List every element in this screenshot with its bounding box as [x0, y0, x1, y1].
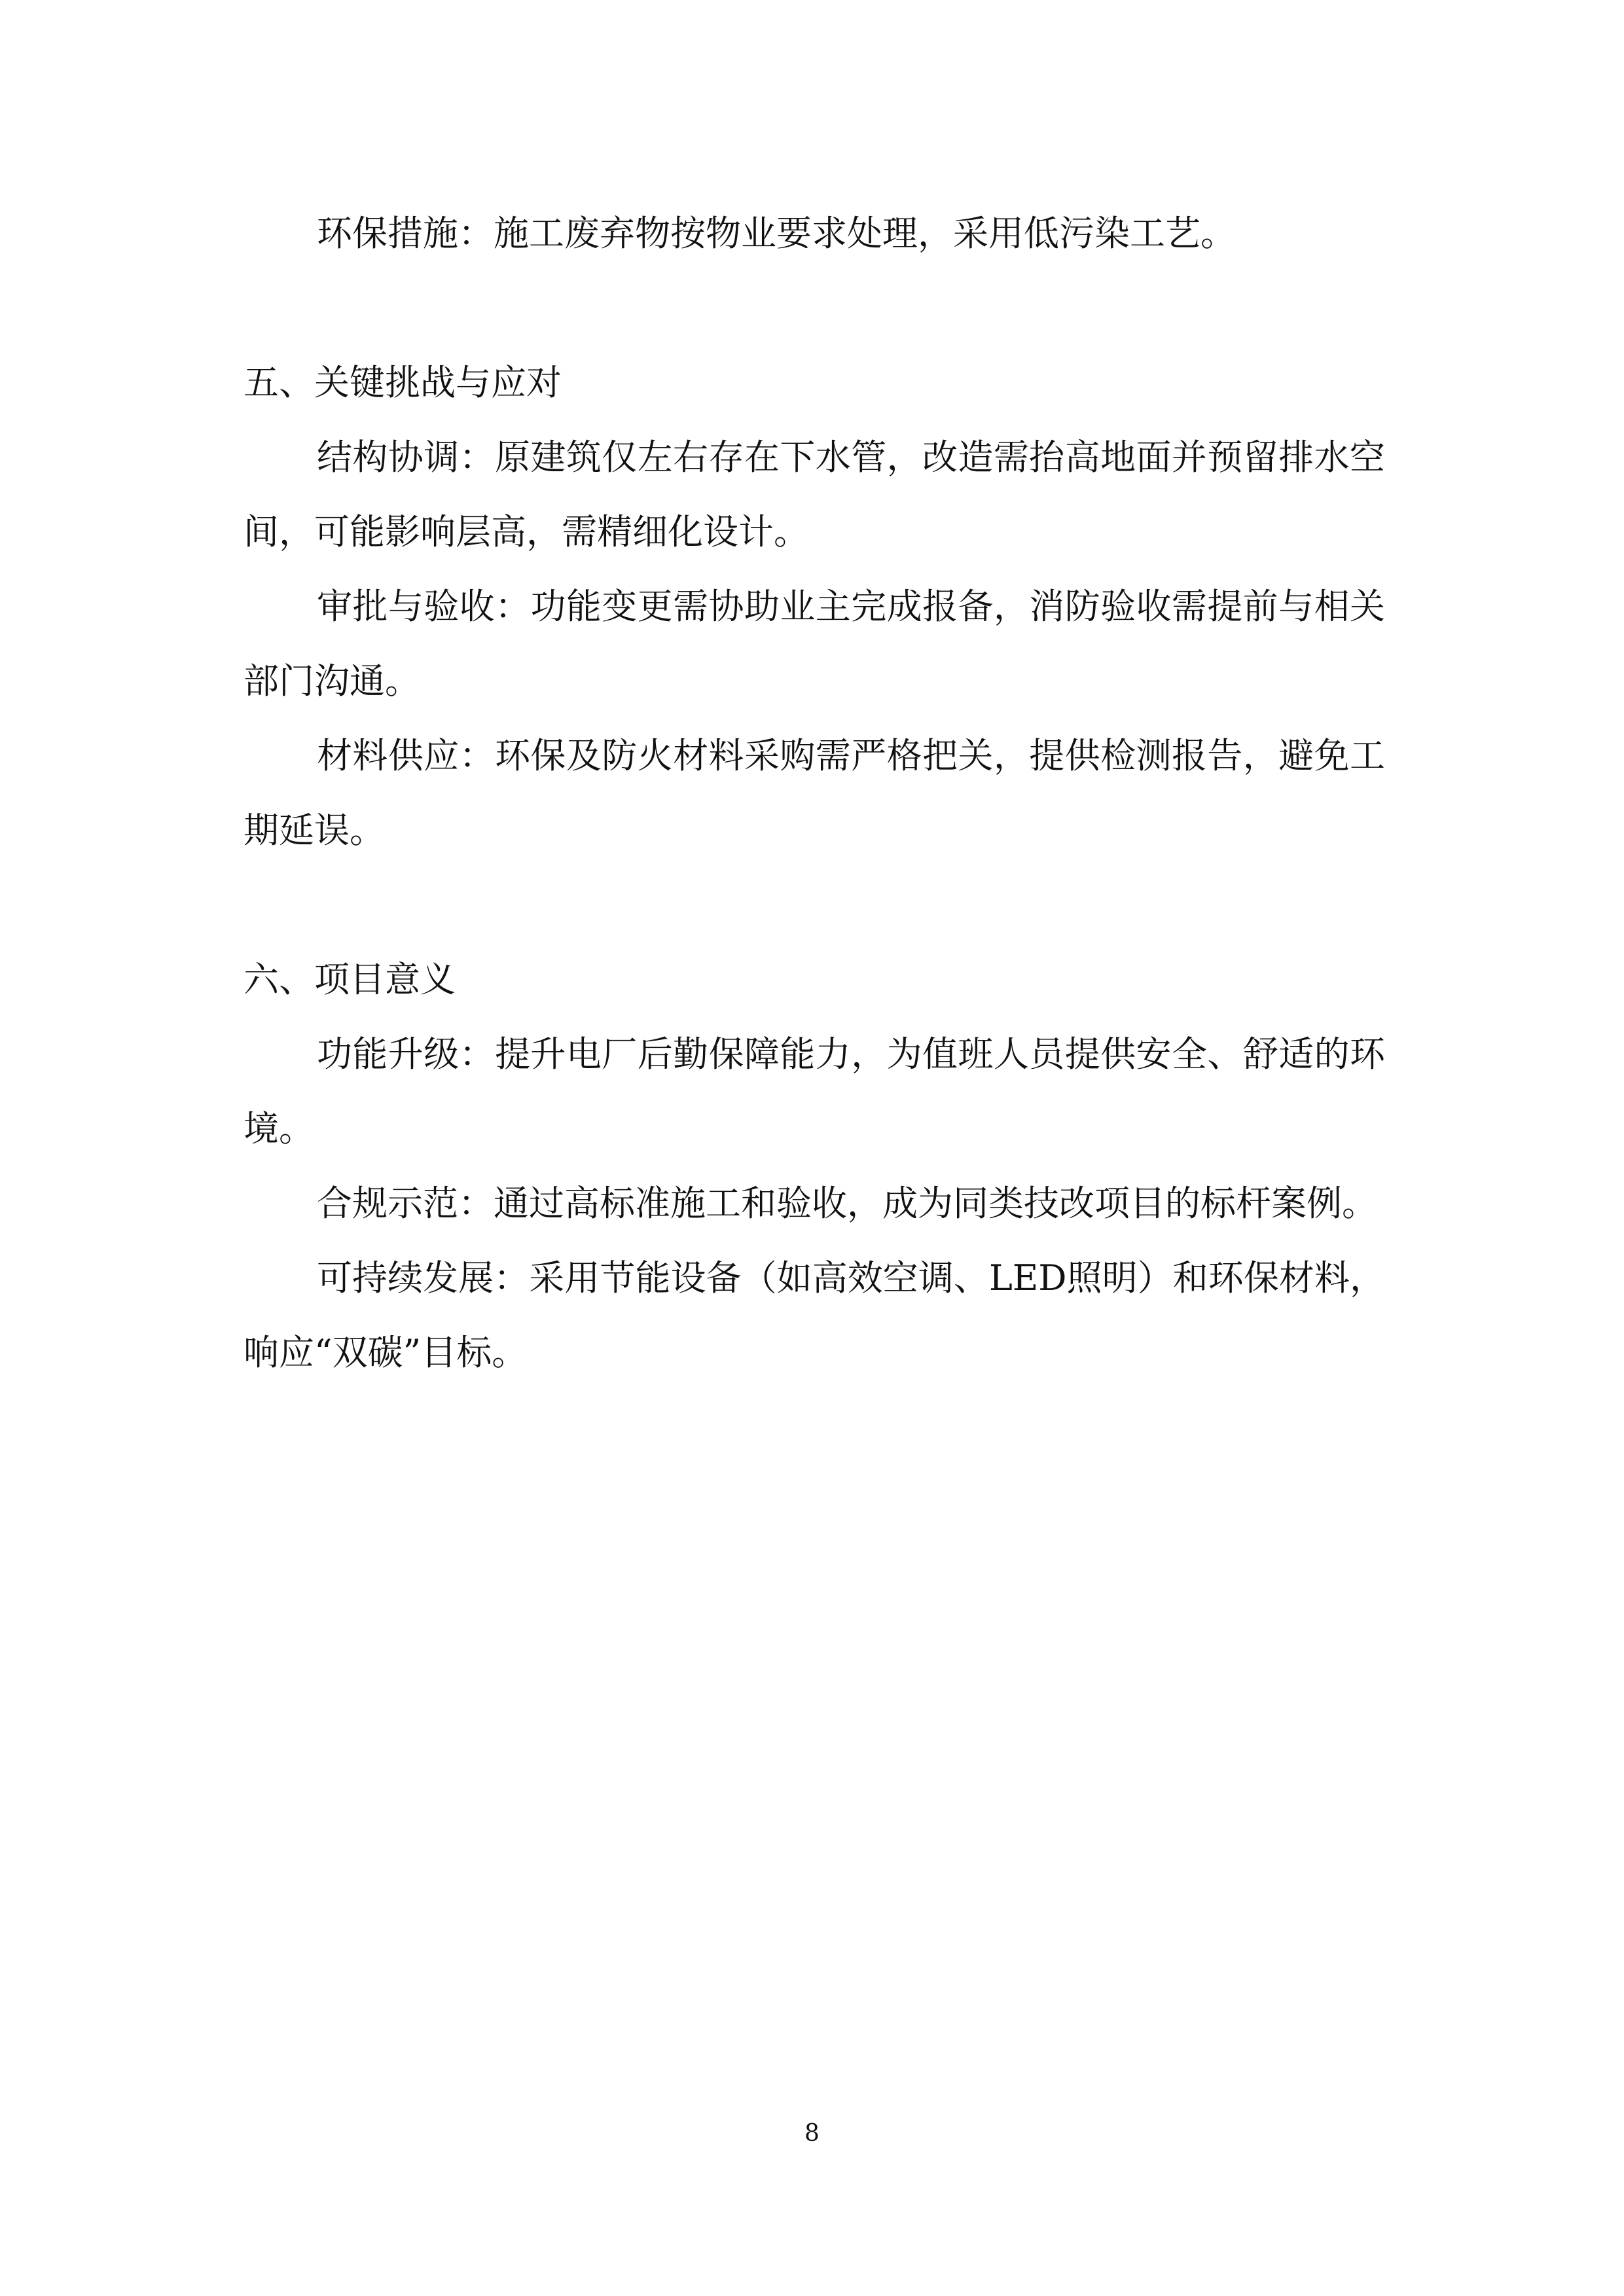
paragraph-material-supply: 材料供应：环保及防火材料采购需严格把关，提供检测报告，避免工期延误。: [244, 735, 1385, 851]
section-gap: [244, 868, 1385, 942]
page-content: [244, 196, 1385, 1390]
paragraph-structure-coordination: 结构协调：原建筑仅左右存在下水管，改造需抬高地面并预留排水空间，可能影响层高，需精细化设计。: [244, 437, 1385, 552]
paragraph-approval-acceptance: 审批与验收：功能变更需协助业主完成报备，消防验收需提前与相关部门沟通。: [244, 586, 1385, 702]
paragraph-compliance-demo: 合规示范：通过高标准施工和验收，成为同类技改项目的标杆案例。: [317, 1183, 1377, 1224]
page-number: 8: [804, 2120, 820, 2147]
paragraph-sustainability: 可持续发展：采用节能设备（如高效空调、LED照明）和环保材料，响应“双碳”目标。: [244, 1257, 1385, 1373]
heading-key-challenges: 五、关键挑战与应对: [244, 362, 562, 403]
paragraph-env-measures: 环保措施：施工废弃物按物业要求处理，采用低污染工艺。: [317, 213, 1236, 254]
section-gap: [244, 271, 1385, 346]
heading-project-significance: 六、项目意义: [244, 959, 456, 1000]
paragraph-function-upgrade: 功能升级：提升电厂后勤保障能力，为值班人员提供安全、舒适的环境。: [244, 1033, 1385, 1149]
